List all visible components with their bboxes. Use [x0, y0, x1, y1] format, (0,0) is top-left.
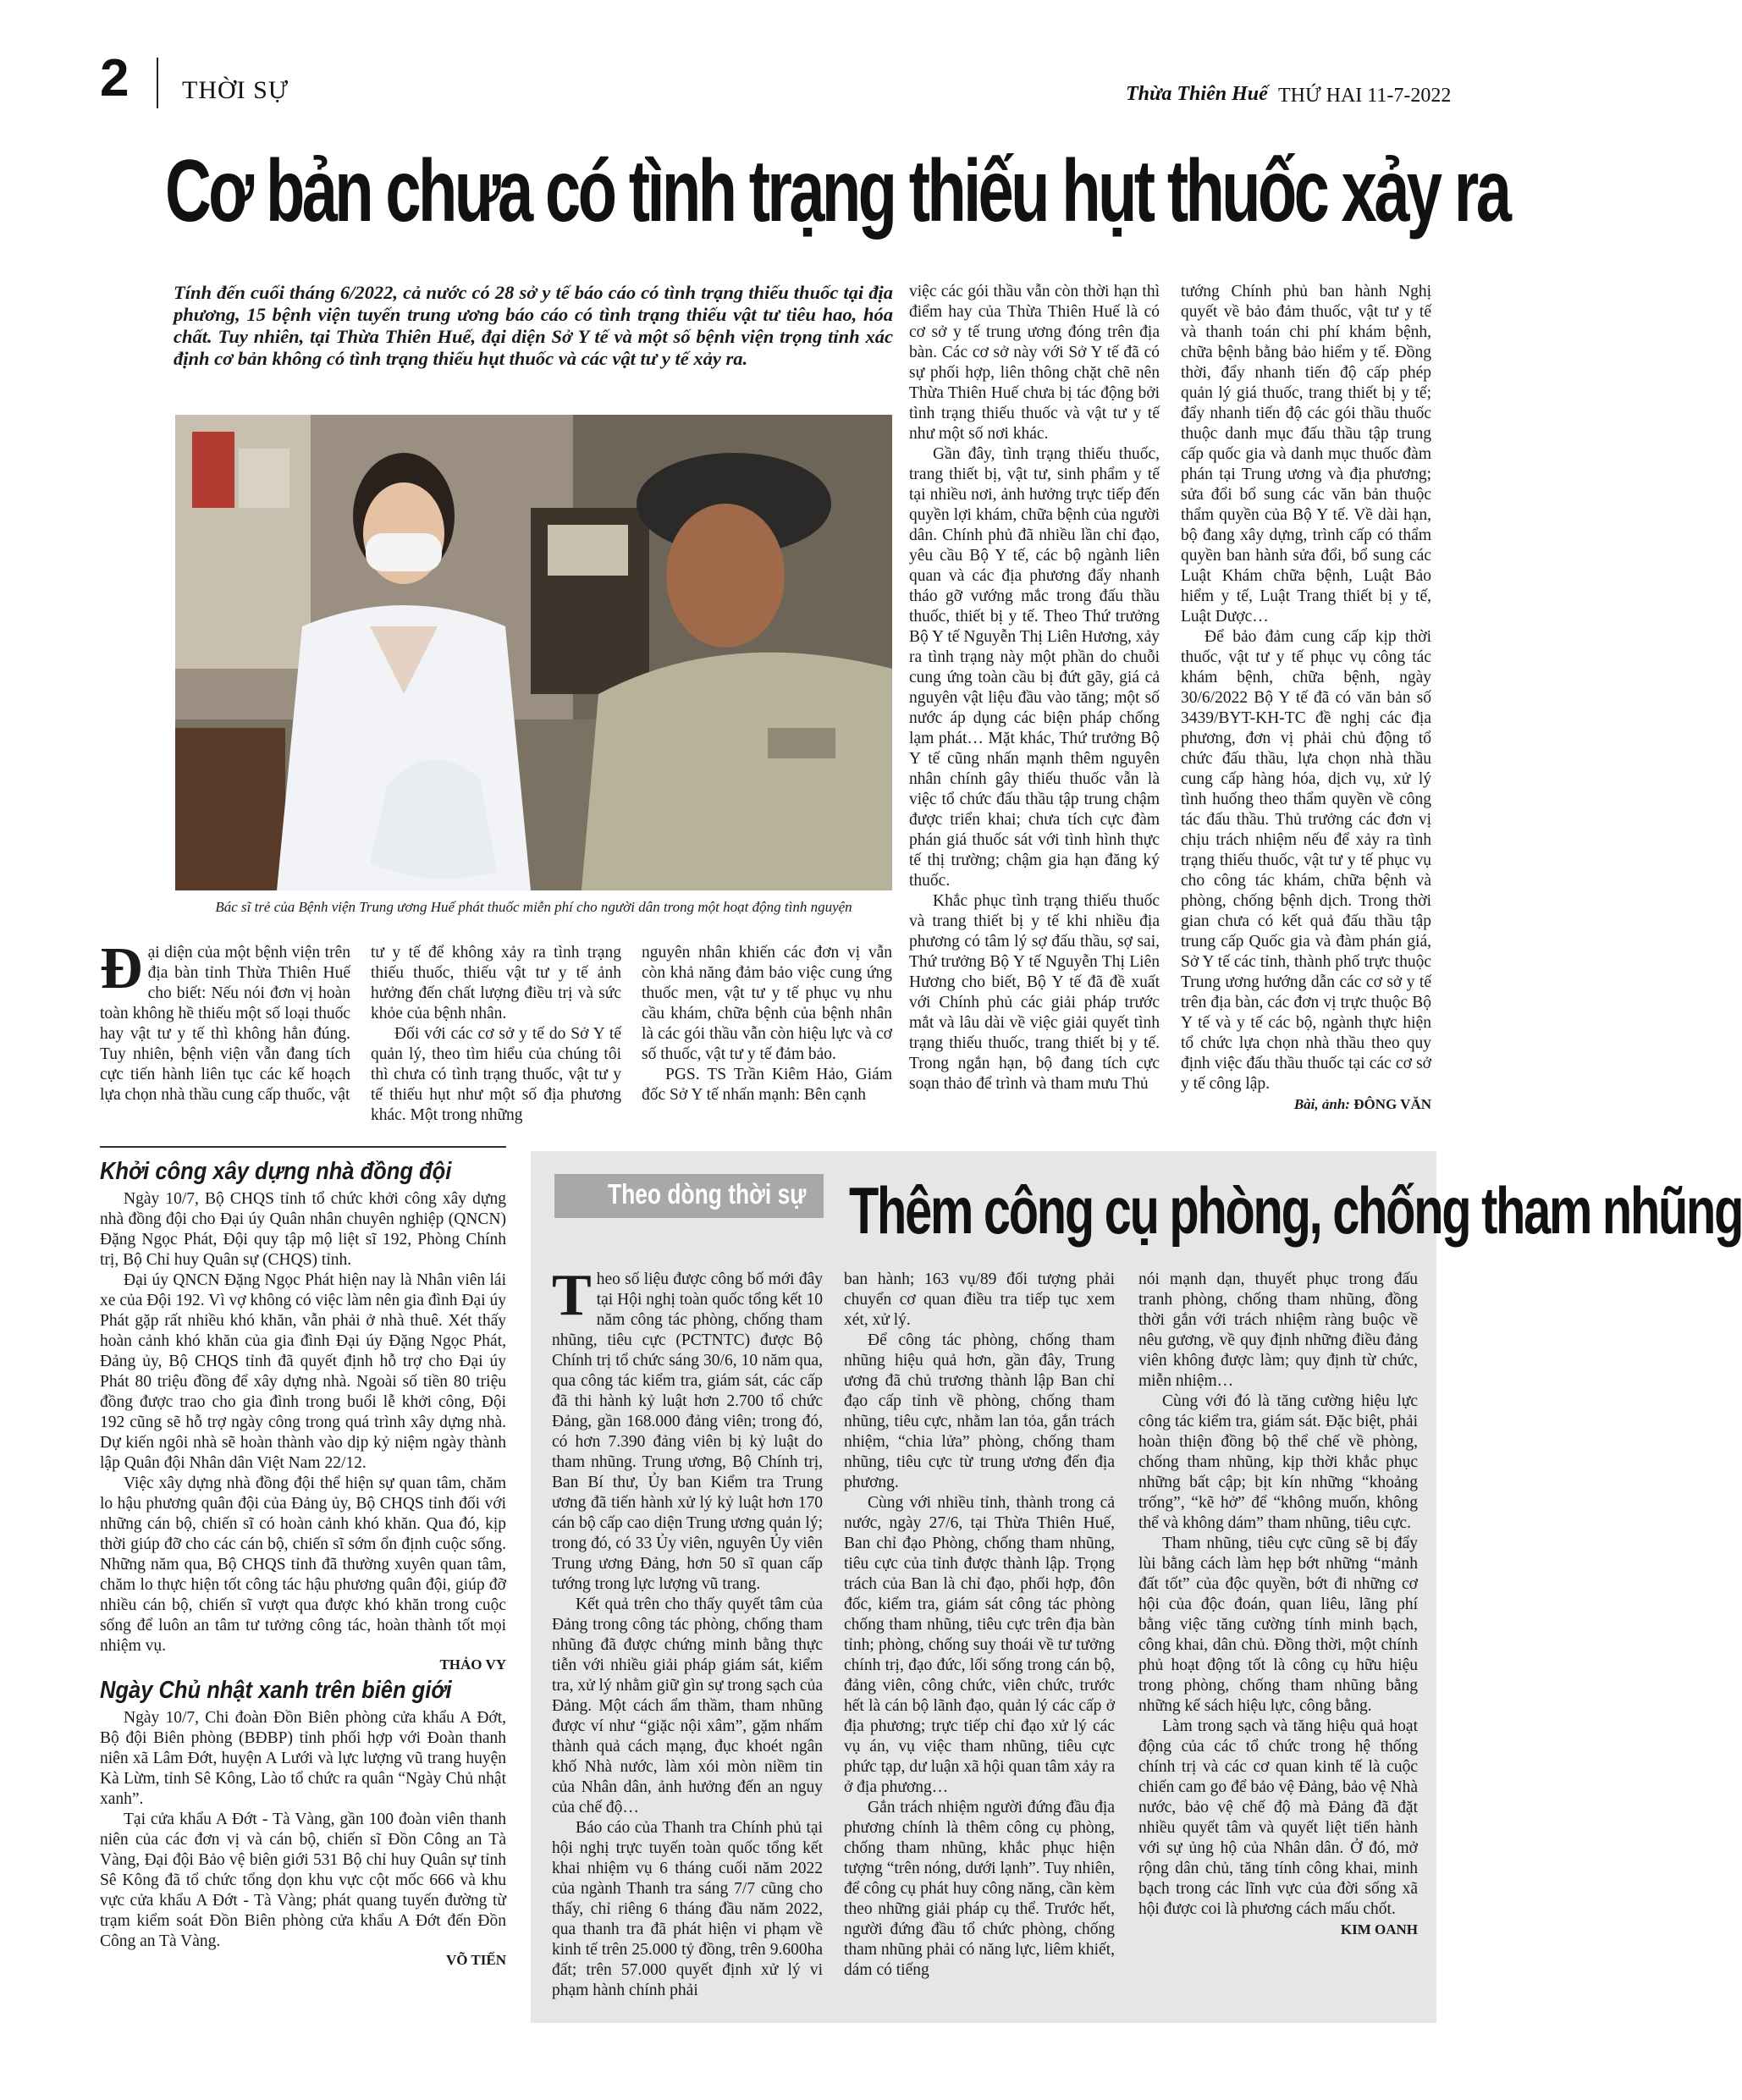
newspaper-name: Thừa Thiên Huế	[1126, 83, 1268, 105]
opinion-paragraph: Cùng với đó là tăng cường hiệu lực công tác kiểm tra, giám sát. Đặc biệt, phải hoàn thiện đồng bộ thể chế về phòng, chống tham nhũng, kịp thời khắc phục những bất cập; bịt kín những “khoảng trống”, “kẽ hở” để “không muốn, không thể và không dám” tham nhũng, tiêu cực.	[1138, 1392, 1418, 1532]
article-paragraph: Khắc phục tình trạng thiếu thuốc và trang thiết bị y tế khi nhiều địa phương có tâm lý sợ đấu thầu, sợ sai, Thứ trưởng Bộ Y tế Nguyễn Thị Liên Hương cho biết, Bộ Y tế đã đề xuất với Chính phủ các giải pháp trước mắt và lâu dài về việc giải quyết tình trạng thiếu thuốc, trang thiết bị y tế. Trong ngắn hạn, bộ đang tích cực soạn thảo để trình và tham mưu Thủ	[909, 892, 1160, 1093]
article-byline: Bài, ảnh: ĐÔNG VĂN	[1293, 1096, 1431, 1112]
article-paragraph: việc các gói thầu vẫn còn thời hạn thì điểm hay của Thừa Thiên Huế là có cơ sở y tế trung ương đóng trên địa bàn. Các cơ sở này với Sở Y tế đã có sự phối hợp, liên thông chặt chẽ nên Thừa Thiên Huế chưa bị tác động bởi tình trạng thiếu thuốc và vật tư y tế như một số nơi khác.	[909, 283, 1160, 443]
opinion-paragraph: heo số liệu được công bố mới đây tại Hội nghị toàn quốc tổng kết 10 năm công tác phòng, chống tham nhũng, tiêu cực (PCTNTC) được Bộ Chính trị tổ chức sáng 30/6, 10 năm qua, qua công tác kiểm tra, giám sát, các cấp đã thi hành kỷ luật hơn 2.700 tổ chức Đảng, gần 168.000 đảng viên; trong đó, có hơn 7.390 đảng viên bị kỷ luật do tham nhũng. Trung ương, Bộ Chính trị, Ban Bí thư, Ủy ban Kiểm tra Trung ương đã tiến hành xử lý kỷ luật hơn 170 cán bộ cấp cao diện Trung ương quản lý; trong đó, có 33 Ủy viên, nguyên Ủy viên Trung ương Đảng, hơn 50 sĩ quan cấp tướng trong lực lượng vũ trang.	[552, 1270, 823, 1593]
opinion-column-3	[1138, 1270, 1418, 1940]
opinion-headline: Thêm công cụ phòng, chống tham nhũng	[849, 1173, 1742, 1248]
article-paragraph: tướng Chính phủ ban hành Nghị quyết về bảo đảm thuốc, vật tư y tế và thanh toán chi phí khám bệnh, chữa bệnh bằng bảo hiểm y tế. Đồng thời, đẩy nhanh tiến độ cấp phép quản lý giá thuốc, trang thiết bị y tế; đẩy nhanh tiến độ các gói thầu thuốc thuộc danh mục đấu thầu tập trung cấp quốc gia và danh mục thuốc đàm phán tại Trung ương và địa phương; sửa đổi bổ sung các văn bản thuộc thẩm quyền của Bộ Y tế. Về dài hạn, bộ đang xây dựng, trình cấp có thẩm quyền ban hành sửa đổi, bổ sung các Luật Khám chữa bệnh, Luật Bảo hiểm y tế, Luật Trang thiết bị y tế, Luật Dược…	[1181, 283, 1431, 626]
opinion-paragraph: Gắn trách nhiệm người đứng đầu địa phương chính là thêm công cụ phòng, chống tham nhũng, khắc phục hiện tượng “trên nóng, dưới lạnh”. Tuy nhiên, để công cụ phát huy công năng, cần kèm theo những giải pháp cụ thể. Trước hết, người đứng đầu tổ chức phòng, chống tham nhũng phải có năng lực, liêm khiết, dám có tiếng	[844, 1799, 1115, 1979]
brief-paragraph: Việc xây dựng nhà đồng đội thể hiện sự quan tâm, chăm lo hậu phương quân đội của Đảng ủy, Bộ CHQS tỉnh đối với những cán bộ, chiến sĩ có hoàn cảnh khó khăn. Qua đó, kịp thời giúp đỡ cho các cán bộ, chiến sĩ sớm ổn định cuộc sống. Những năm qua, Bộ CHQS tỉnh đã thường xuyên quan tâm, chăm lo thực hiện tốt công tác hậu phương quân đội, giúp đỡ nhiều cán bộ, chiến sĩ vượt qua được khó khăn trong cuộc sống để luôn an tâm tư tưởng công tác, hoàn thành tốt mọi nhiệm vụ.	[100, 1474, 506, 1655]
brief-paragraph: Tại cửa khẩu A Đớt - Tà Vàng, gần 100 đoàn viên thanh niên của các đơn vị và cán bộ, chiến sĩ Đồn Công an Tà Vàng, Đại đội Bảo vệ biên giới 531 Bộ chỉ huy Quân sự tỉnh Sê Kông đã tổ chức tổng dọn khu vực cột mốc 666 và khu vực cửa khẩu A Đớt - Tà Vàng; phát quang tuyến đường từ trạm kiểm soát Đồn Biên phòng cửa khẩu A Đớt đến Đồn Công an Tà Vàng.	[100, 1811, 506, 1950]
article-column-2	[371, 943, 621, 1126]
opinion-paragraph: Làm trong sạch và tăng hiệu quả hoạt động của các tổ chức trong hệ thống chính trị và các cơ quan kinh tế là cuộc chiến cam go để bảo vệ Đảng, bảo vệ Nhà nước, bảo vệ chế độ mà Đảng đã đặt nhiều quyết tâm và quyết liệt tiến hành với sự ủng hộ của Nhân dân. Ở đó, mở rộng dân chủ, tăng tính công khai, minh bạch trong các lĩnh vực của đời sống xã hội được coi là phương cách mấu chốt.	[1138, 1717, 1418, 1918]
opinion-paragraph: ban hành; 163 vụ/89 đối tượng phải chuyển cơ quan điều tra tiếp tục xem xét, xử lý.	[844, 1270, 1115, 1329]
brief-author: THẢO VY	[439, 1656, 506, 1673]
article-column-1	[100, 936, 350, 1105]
article-paragraph: PGS. TS Trần Kiêm Hảo, Giám đốc Sở Y tế nhấn mạnh: Bên cạnh	[642, 1066, 892, 1104]
drop-cap: T	[552, 1263, 592, 1328]
article-paragraph: nguyên nhân khiến các đơn vị vẫn còn khả năng đảm bảo việc cung ứng thuốc men, vật tư y tế phục vụ nhu cầu khám, chữa bệnh của bệnh nhân là các gói thầu vẫn còn hiệu lực và cơ số thuốc, vật tư y tế đảm bảo.	[642, 944, 892, 1063]
page-number: 2	[100, 49, 130, 107]
photo-caption: Bác sĩ trẻ của Bệnh viện Trung ương Huế phát thuốc miễn phí cho người dân trong một hoạt động tình nguyện	[215, 899, 852, 915]
section-name: THỜI SỰ	[182, 76, 289, 104]
header-divider	[157, 58, 158, 108]
opinion-paragraph: Kết quả trên cho thấy quyết tâm của Đảng trong công tác phòng, chống tham nhũng đã được chứng minh bằng thực tiễn với nhiều giải pháp giám sát, kiểm tra, xử lý nhằm giữ gìn sự trong sạch của Đảng. Một cách ẩm thầm, tham nhũng được ví như “giặc nội xâm”, gặm nhấm thành quả cách mạng, đục khoét ngân khố Nhà nước, làm xói mòn niềm tin của Nhân dân, ảnh hưởng đến an nguy của chế độ…	[552, 1596, 823, 1816]
opinion-paragraph: Để công tác phòng, chống tham nhũng hiệu quả hơn, gần đây, Trung ương đã chủ trương thành lập Ban chỉ đạo cấp tỉnh về phòng, chống tham nhũng, tiêu cực, nhằm lan tỏa, gắn trách nhiệm, “chia lửa” phòng, chống tham nhũng, tiêu cực từ trung ương đến địa phương.	[844, 1331, 1115, 1491]
brief-divider	[100, 1146, 506, 1148]
article-photo	[175, 415, 892, 890]
brief-title: Ngày Chủ nhật xanh trên biên giới	[100, 1677, 452, 1704]
opinion-paragraph: nói mạnh dạn, thuyết phục trong đấu tranh phòng, chống tham nhũng, đồng thời gắn với trách nhiệm ràng buộc về nêu gương, về quy định những điều đảng viên không được làm; quy định từ chức, miễn nhiệm…	[1138, 1270, 1418, 1390]
column-tag-label: Theo dòng thời sự	[608, 1178, 807, 1210]
photo-illustration	[175, 415, 892, 890]
article-paragraph: ại diện của một bệnh viện trên địa bàn tỉnh Thừa Thiên Huế cho biết: Nếu nói đơn vị hoàn toàn không hề thiếu một số loại thuốc hay vật tư y tế thì không hẳn đúng. Tuy nhiên, bệnh viện vẫn đang tích cực tiến hành liên tục các kế hoạch lựa chọn nhà thầu cung cấp thuốc, vật	[100, 944, 350, 1104]
article-column-4	[909, 282, 1160, 1094]
article-paragraph: tư y tế để không xảy ra tình trạng thiếu thuốc, thiếu vật tư y tế ảnh hưởng đến chất lượng điều trị và sức khỏe của bệnh nhân.	[371, 944, 621, 1022]
opinion-column-2	[844, 1270, 1115, 1981]
drop-cap: Đ	[100, 936, 143, 1001]
brief-paragraph: Ngày 10/7, Bộ CHQS tỉnh tổ chức khởi công xây dựng nhà đồng đội cho Đại úy Quân nhân chuyên nghiệp (QNCN) Đặng Ngọc Phát, Đội quy tập mộ liệt sĩ 192, Phòng Chính trị, Bộ Chỉ huy Quân sự (CHQS) tỉnh.	[100, 1190, 506, 1269]
opinion-paragraph: Báo cáo của Thanh tra Chính phủ tại hội nghị trực tuyến toàn quốc tổng kết khai nhiệm vụ 6 tháng cuối năm 2022 của ngành Thanh tra sáng 7/7 cũng cho thấy, chỉ riêng 6 tháng đầu năm 2022, qua thanh tra đã phát hiện vi phạm về kinh tế trên 25.000 tỷ đồng, trên 9.600ha đất; trên 57.000 quyết định xử lý vi phạm hành chính phải	[552, 1819, 823, 1999]
article-headline: Cơ bản chưa có tình trạng thiếu hụt thuốc xảy ra	[165, 142, 1509, 240]
article-column-5	[1181, 282, 1431, 1115]
brief-paragraph: Đại úy QNCN Đặng Ngọc Phát hiện nay là Nhân viên lái xe của Đội 192. Vì vợ không có việc làm nên gia đình Đại úy Phát gặp rất nhiều khó khăn, vẫn phải ở nhà thuê. Xét thấy hoàn cảnh khó khăn của gia đình Đại úy Đặng Ngọc Phát, Đảng ủy, Bộ CHQS tỉnh đã quyết định hỗ trợ cho Đại úy Phát 80 triệu đồng để xây dựng nhà. Ngoài số tiền 80 triệu đồng được trao cho gia đình trong buổi lễ khởi công, Đội 192 cũng sẽ hỗ trợ ngày công trong quá trình xây dựng nhà. Dự kiến ngôi nhà sẽ hoàn thành vào dịp kỷ niệm ngày thành lập Quân đội Nhân dân Việt Nam 22/12.	[100, 1271, 506, 1472]
brief-title: Khởi công xây dựng nhà đồng đội	[100, 1158, 452, 1185]
article-column-3	[642, 943, 892, 1105]
opinion-column-1	[552, 1263, 823, 2001]
brief-paragraph: Ngày 10/7, Chi đoàn Đồn Biên phòng cửa khẩu A Đớt, Bộ đội Biên phòng (BĐBP) tỉnh phối hợp với Đoàn thanh niên xã Lâm Đớt, huyện A Lưới và lực lượng vũ trang huyện Kà Lừm, tỉnh Sê Kông, Lào tổ chức ra quân “Ngày Chủ nhật xanh”.	[100, 1709, 506, 1808]
article-paragraph: Để bảo đảm cung cấp kịp thời thuốc, vật tư y tế phục vụ công tác khám bệnh, chữa bệnh, ngày 30/6/2022 Bộ Y tế đã có văn bản số 3439/BYT-KH-TC đề nghị các địa phương, đơn vị phải chủ động tổ chức đấu thầu, lựa chọn nhà thầu cung cấp hàng hóa, dịch vụ, xử lý tình huống theo thẩm quyền về công tác đấu thầu. Thủ trưởng các đơn vị chịu trách nhiệm nếu để xảy ra tình trạng thiếu thuốc, vật tư y tế phục vụ cho công tác khám, chữa bệnh và phòng, chống bệnh dịch. Trong thời gian chưa có kết quả đấu thầu tập trung cấp Quốc gia và đàm phán giá, Sở Y tế các tỉnh, thành phố trực thuộc Trung ương hướng dẫn các cơ sở y tế trên địa bàn, các đơn vị trực thuộc Bộ Y tế và y tế các bộ, ngành thực hiện tổ chức lựa chọn nhà thầu theo quy định việc đấu thầu thuốc tại các cơ sở y tế công lập.	[1181, 628, 1431, 1093]
opinion-paragraph: Tham nhũng, tiêu cực cũng sẽ bị đẩy lùi bằng cách làm hẹp bớt những “mảnh đất tốt” của độc quyền, bớt đi những cơ hội của độc đoán, quan liêu, lãng phí bằng việc tăng cường tính minh bạch, công khai, dân chủ. Đồng thời, một chính phủ hoạt động tốt là công cụ hữu hiệu trong phòng, chống tham nhũng bằng những kế sách hiệu lực, công bằng.	[1138, 1535, 1418, 1715]
opinion-author: KIM OANH	[1340, 1921, 1418, 1937]
brief-khoi-cong	[100, 1158, 506, 1969]
brief-author: VÕ TIẾN	[445, 1952, 506, 1968]
article-paragraph: Gần đây, tình trạng thiếu thuốc, trang thiết bị, vật tư, sinh phẩm y tế tại nhiều nơi, ảnh hưởng trực tiếp đến quyền lợi khám, chữa bệnh của người dân. Chính phủ đã nhiều lần chỉ đạo, yêu cầu Bộ Y tế, các bộ ngành liên quan và các địa phương đẩy nhanh tháo gỡ vướng mắc trong đấu thầu thuốc, thiết bị y tế. Theo Thứ trưởng Bộ Y tế Nguyễn Thị Liên Hương, xảy ra tình trạng này một phần do chuỗi cung ứng toàn cầu bị đứt gãy, giá cả nguyên vật liệu đầu vào tăng; một số nước áp dụng các biện pháp chống lạm phát… Mặt khác, Thứ trưởng Bộ Y tế cũng nhấn mạnh thêm nguyên nhân chính gây thiếu thuốc vẫn là việc tổ chức đấu thầu tập trung chậm được triển khai; chưa tích cực đàm phán giá thuốc sát với tình hình thực tế thị trường; chậm gia hạn đăng ký thuốc.	[909, 445, 1160, 890]
article-paragraph: Đối với các cơ sở y tế do Sở Y tế quản lý, theo tìm hiểu của chúng tôi thì chưa có tình trạng thuốc, vật tư y tế thiếu hụt như một số địa phương khác. Một trong những	[371, 1025, 621, 1124]
opinion-paragraph: Cùng với nhiều tỉnh, thành trong cả nước, ngày 27/6, tại Thừa Thiên Huế, Ban chỉ đạo Phòng, chống tham nhũng, tiêu cực của tỉnh được thành lập. Trọng trách của Ban là chỉ đạo, phối hợp, đôn đốc, kiểm tra, giám sát công tác phòng chống tham nhũng, tiêu cực trên địa bàn tỉnh; phòng, chống suy thoái về tư tưởng chính trị, đạo đức, lối sống trong cán bộ, đảng viên, công chức, viên chức, trước hết là cán bộ lãnh đạo, quản lý các cấp ở địa phương; trực tiếp chỉ đạo xử lý các vụ án, vụ việc tham nhũng, tiêu cực phức tạp, dư luận xã hội quan tâm xảy ra ở địa phương…	[844, 1494, 1115, 1796]
article-lead: Tính đến cuối tháng 6/2022, cả nước có 28 sở y tế báo cáo có tình trạng thiếu thuốc tại địa phương, 15 bệnh viện tuyến trung ương báo cáo có tình trạng thiếu vật tư tiêu hao, hóa chất. Tuy nhiên, tại Thừa Thiên Huế, đại diện Sở Y tế và một số bệnh viện trọng tỉnh xác định cơ bản không có tình trạng thiếu hụt thuốc và các vật tư y tế xảy ra.	[174, 282, 893, 369]
issue-date: THỨ HAI 11-7-2022	[1278, 85, 1452, 107]
